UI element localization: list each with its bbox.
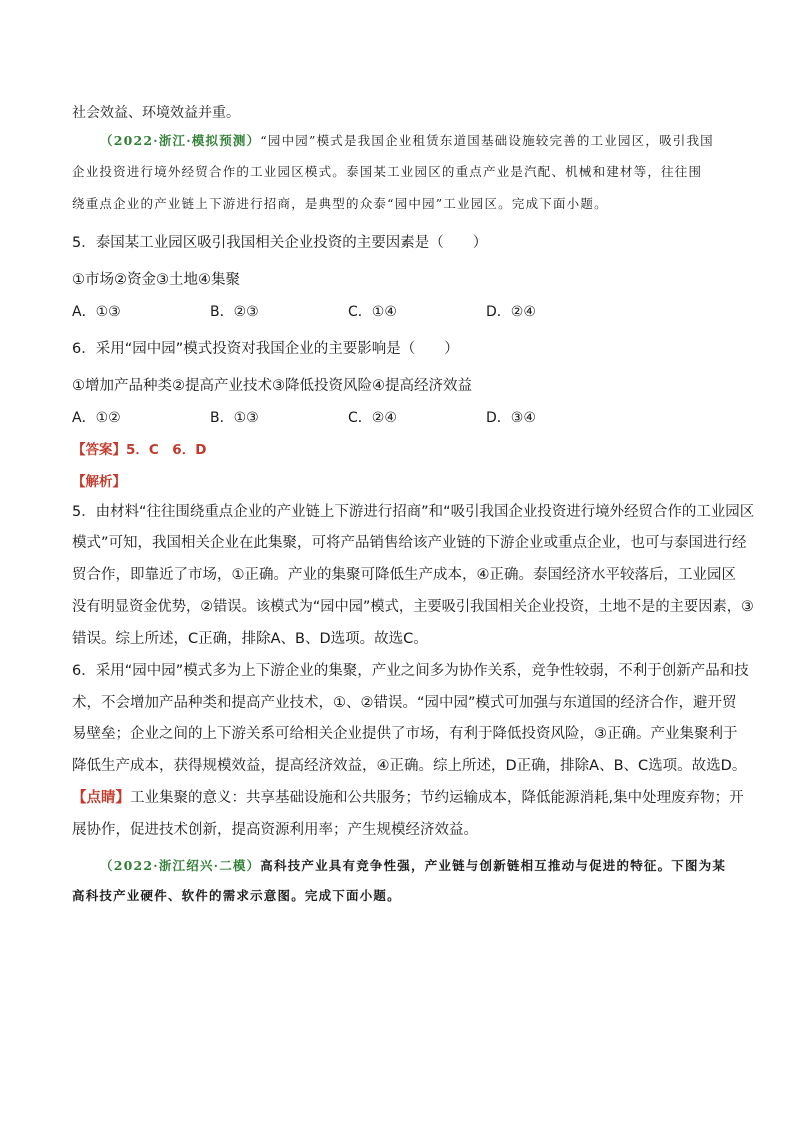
analysis-5-line-4: 没有明显资金优势，②错误。该模式为“园中园”模式，主要吸引我国相关企业投资，土地不是的主要因素，③	[72, 599, 754, 615]
material-paragraph-1-line-3: 绕重点企业的产业链上下游进行招商，是典型的众泰“园中园”工业园区。完成下面小题。	[72, 196, 608, 211]
question-5-option-a: A．①③	[72, 304, 121, 320]
question-6-option-b: B．①③	[210, 410, 259, 426]
question-5-option-b: B．②③	[210, 304, 259, 320]
material-paragraph-1-line-2: 企业投资进行境外经贸合作的工业园区模式。泰国某工业园区的重点产业是汽配、机械和建材等，往往围	[72, 164, 703, 179]
tip-line-1	[72, 788, 744, 808]
analysis-5-line-5: 错误。综上所述，C正确，排除A、B、D选项。故选C。	[72, 631, 428, 647]
material-paragraph-1-line-1	[100, 131, 714, 151]
material-source-2: （2022·浙江绍兴·二模）	[100, 858, 261, 873]
question-5-option-c: C．①④	[348, 304, 397, 320]
continued-text: 社会效益、环境效益并重。	[72, 105, 240, 121]
question-5-items: ①市场②资金③土地④集聚	[72, 272, 240, 288]
analysis-6-line-2: 术，不会增加产品种类和提高产业技术，①、②错误。“园中园”模式可加强与东道国的经济合作，避开贸	[72, 695, 737, 711]
question-6-items: ①增加产品种类②提高产业技术③降低投资风险④提高经济效益	[72, 378, 472, 394]
question-6-stem: 6．采用“园中园”模式投资对我国企业的主要影响是（ ）	[72, 341, 459, 357]
material-text-1-line-1: “园中园”模式是我国企业租赁东道国基础设施较完善的工业园区，吸引我国	[260, 133, 714, 148]
tip-text-line-1: 工业集聚的意义：共享基础设施和公共服务；节约运输成本，降低能源消耗,集中处理废弃物；开	[130, 790, 744, 806]
analysis-5-line-1: 5．由材料“往往围绕重点企业的产业链上下游进行招商”和“吸引我国企业投资进行境外经贸合作的工业园区	[72, 504, 755, 520]
material-paragraph-2-line-2: 高科技产业硬件、软件的需求示意图。完成下面小题。	[72, 888, 401, 903]
analysis-label: 【解析】	[72, 474, 126, 490]
analysis-6-line-1: 6．采用“园中园”模式多为上下游企业的集聚，产业之间多为协作关系，竞争性较弱，不利于创新产品和技	[72, 663, 749, 679]
tip-label: 【点睛】	[72, 790, 130, 806]
material-text-2-line-1: 高科技产业具有竞争性强，产业链与创新链相互推动与促进的特征。下图为某	[260, 858, 727, 873]
question-6-option-a: A．①②	[72, 410, 121, 426]
question-5-option-d: D．②④	[486, 304, 536, 320]
question-6-option-c: C．②④	[348, 410, 397, 426]
question-5-options	[72, 302, 722, 322]
analysis-6-line-3: 易壁垒；企业之间的上下游关系可给相关企业提供了市场，有利于降低投资风险，③正确。产业集聚利于	[72, 726, 738, 742]
material-paragraph-2-line-1	[100, 856, 726, 876]
question-6-option-d: D．③④	[486, 410, 536, 426]
answer-label: 【答案】5．C 6．D	[72, 442, 207, 458]
question-5-stem: 5．泰国某工业园区吸引我国相关企业投资的主要因素是（ ）	[72, 235, 488, 251]
analysis-5-line-3: 贸合作，即靠近了市场，①正确。产业的集聚可降低生产成本，④正确。泰国经济水平较落后，工业园区	[72, 567, 736, 583]
tip-line-2: 展协作，促进技术创新，提高资源利用率；产生规模经济效益。	[72, 822, 478, 838]
material-source-1: （2022·浙江·模拟预测）	[100, 133, 261, 148]
analysis-6-line-4: 降低生产成本，获得规模效益，提高经济效益，④正确。综上所述，D正确，排除A、B、C选项。故选D。	[72, 758, 747, 774]
question-6-options	[72, 408, 722, 428]
analysis-5-line-2: 模式”可知，我国相关企业在此集聚，可将产品销售给该产业链的下游企业或重点企业，也可与泰国进行经	[72, 535, 747, 551]
